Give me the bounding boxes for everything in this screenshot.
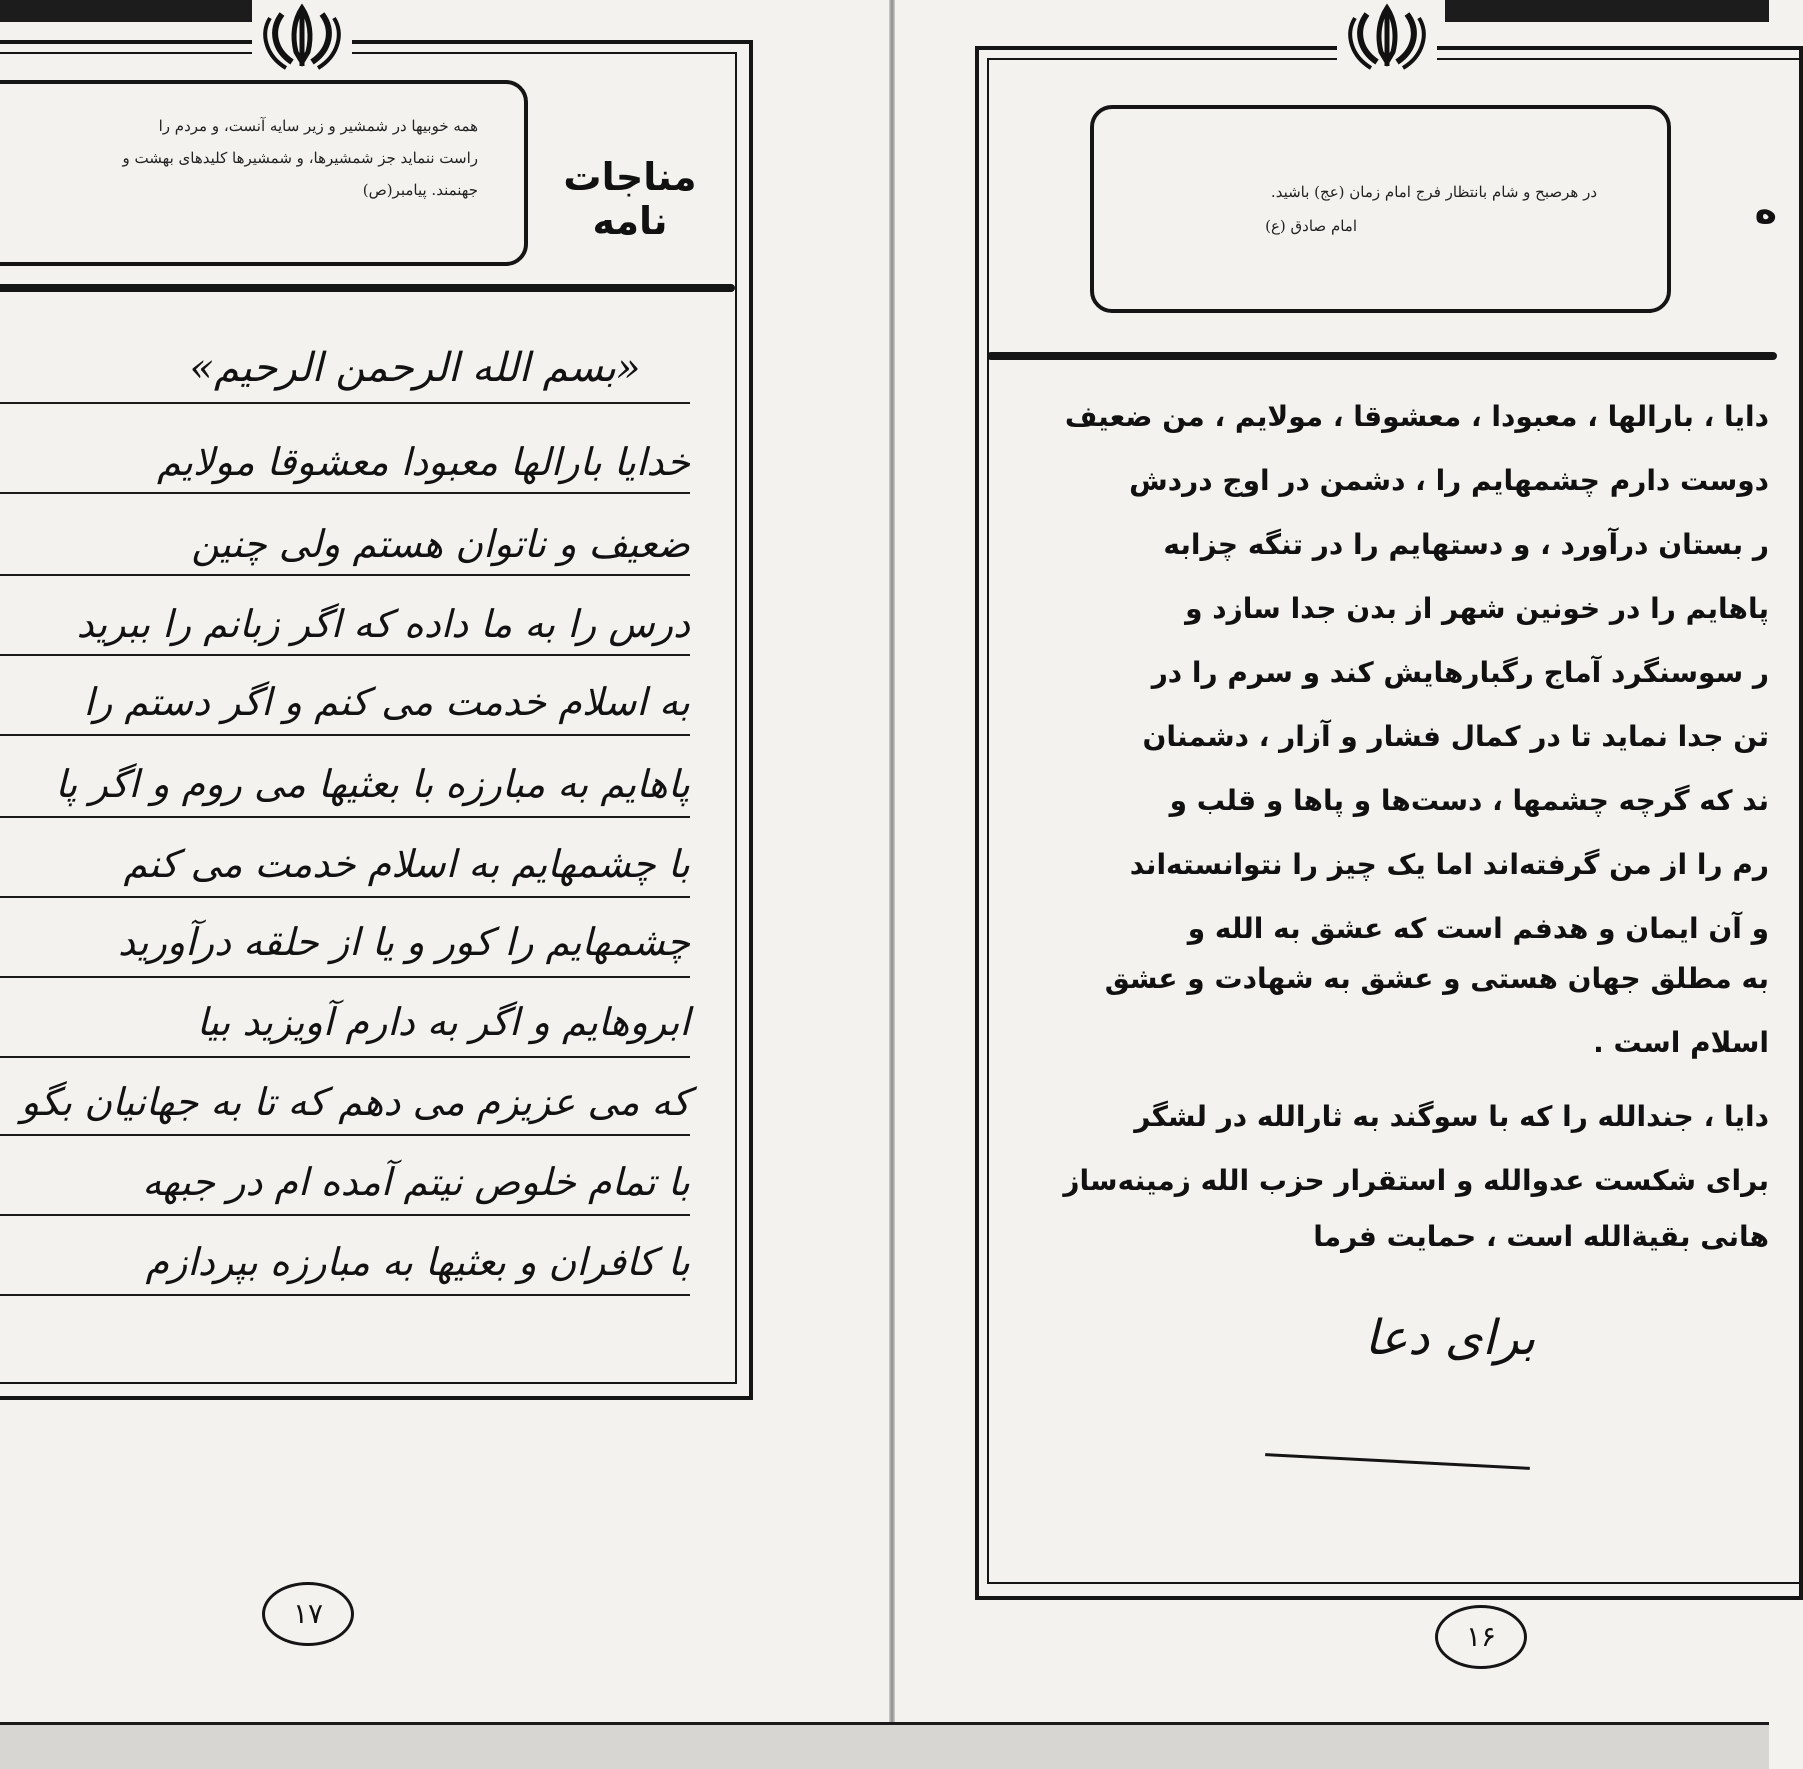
hand-rule [0, 896, 690, 898]
typed-line: پاهایم را در خونین شهر از بدن جدا سازد و [1185, 592, 1769, 625]
left-page-number: ۱۷ [262, 1582, 354, 1646]
right-header-title-fragment: ه [1754, 188, 1777, 232]
typed-line: برای شکست عدوالله و استقرار حزب الله زمینه‌ساز [1063, 1164, 1769, 1197]
hand-rule [0, 654, 690, 656]
left-page [0, 0, 885, 1722]
left-quote-line-3: جهنمند. پیامبر(ص) [362, 181, 478, 199]
hand-rule [0, 492, 690, 494]
basmala-heading: «بسم الله الرحمن الرحیم» [189, 345, 641, 391]
left-quote-line-2: راست ننماید جز شمشیرها، و شمشیرها کلیدهای بهشت و [122, 149, 478, 167]
handwritten-signature: برای دعا [1364, 1310, 1536, 1366]
handwritten-line: درس را به ما داده که اگر زبانم را ببرید [76, 602, 690, 646]
scan-bottom-margin [0, 1725, 1769, 1769]
right-quote-line-2: امام صادق (ع) [1265, 217, 1357, 235]
right-page [895, 0, 1777, 1722]
typed-line: هانی بقیةالله است ، حمایت فرما [1313, 1220, 1769, 1253]
hand-rule [0, 402, 690, 404]
handwritten-line: چشمهایم را کور و یا از حلقه درآورید [118, 920, 690, 964]
right-header-divider [987, 352, 1777, 360]
hand-rule [0, 816, 690, 818]
hand-rule [0, 1294, 690, 1296]
left-header-quote-box [0, 80, 528, 266]
emblem-icon [252, 0, 352, 80]
typed-line: ر بستان درآورد ، و دستهایم را در تنگه چزابه [1163, 528, 1769, 561]
handwritten-line: ابروهایم و اگر به دارم آویزید بیا [196, 1000, 690, 1044]
left-header-title: مناجات نامه [563, 155, 697, 243]
left-quote-line-1: همه خوبیها در شمشیر و زیر سایه آنست، و مردم را [158, 117, 478, 135]
typed-line: اسلام است . [1593, 1026, 1769, 1059]
hand-rule [0, 1134, 690, 1136]
emblem-icon [1337, 0, 1437, 80]
handwritten-line: پاهایم به مبارزه با بعثیها می روم و اگر پا [55, 762, 690, 806]
typed-line: ر سوسنگرد آماج رگبارهایش کند و سرم را در [1151, 656, 1769, 689]
typed-line: تن جدا نماید تا در کمال فشار و آزار ، دشمنان [1142, 720, 1769, 753]
hand-rule [0, 1214, 690, 1216]
typed-line: رم را از من گرفته‌اند اما یک چیز را نتوانسته‌اند [1129, 848, 1769, 881]
handwritten-line: با تمام خلوص نیتم آمده ام در جبهه [142, 1160, 690, 1204]
typed-prayer-text [1045, 400, 1769, 1253]
handwritten-line: با چشمهایم به اسلام خدمت می کنم [123, 842, 690, 886]
typed-line: دایا ، بارالها ، معبودا ، معشوقا ، مولایم ، من ضعیف [1064, 400, 1769, 433]
left-header-divider [0, 284, 735, 292]
right-header-quote-box [1090, 105, 1671, 313]
handwritten-line: که می عزیزم می دهم که تا به جهانیان بگو [20, 1080, 690, 1124]
hand-rule [0, 1056, 690, 1058]
handwritten-line: با کافران و بعثیها به مبارزه بپردازم [145, 1240, 690, 1284]
typed-line: دایا ، جندالله را که با سوگند به ثارالله در لشگر [1134, 1100, 1769, 1133]
typed-line: و آن ایمان و هدفم است که عشق به الله و [1187, 912, 1769, 945]
hand-rule [0, 976, 690, 978]
right-page-number: ۱۶ [1435, 1605, 1527, 1669]
handwritten-line: ضعیف و ناتوان هستم ولی چنین [191, 522, 690, 566]
handwritten-line: به اسلام خدمت می کنم و اگر دستم را [83, 680, 690, 724]
hand-rule [0, 734, 690, 736]
typed-line: به مطلق جهان هستی و عشق به شهادت و عشق [1104, 962, 1769, 995]
hand-rule [0, 574, 690, 576]
typed-line: ند که گرچه چشمها ، دست‌ها و پاها و قلب و [1169, 784, 1769, 817]
handwritten-line: خدایا بارالها معبودا معشوقا مولایم [157, 440, 690, 484]
typed-line: دوست دارم چشمهایم را ، دشمن در اوج دردش [1129, 464, 1769, 497]
right-quote-line-1: در هرصبح و شام بانتظار فرج امام زمان (عج) باشید. [1270, 183, 1597, 201]
